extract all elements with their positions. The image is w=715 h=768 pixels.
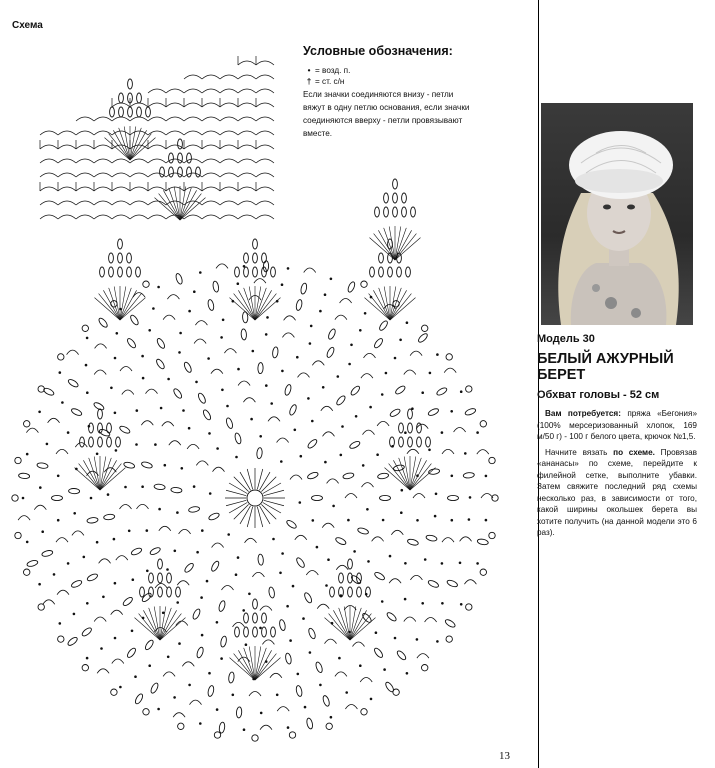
- legend-item-dc: [303, 76, 473, 87]
- materials-lead: Вам потребуется:: [545, 409, 621, 418]
- article-subtitle: Обхват головы - 52 см: [537, 389, 660, 401]
- legend-note: Если значки соединяются внизу - петли вяжут в одну петлю основания, если значки соединяются вверху - петли провязывают вместе.: [303, 90, 470, 138]
- model-number: Модель 30: [537, 333, 595, 345]
- article-title: БЕЛЫЙ АЖУРНЫЙ БЕРЕТ: [537, 351, 674, 383]
- materials-text: пряжа «Бегония» (100% мерсеризованный хлопок, 169 м/50 г) - 100 г белого цвета, крючок №1,5.: [537, 409, 697, 441]
- instructions-paragraph: [537, 447, 697, 539]
- instructions-lead: Начните вязать: [545, 447, 614, 457]
- page-number: 13: [499, 750, 510, 762]
- girl-in-beret-illustration: [541, 103, 693, 325]
- double-crochet-symbol: †: [306, 77, 312, 86]
- legend-item-text: = ст. с/н: [315, 77, 345, 86]
- instructions-text: Провязав «ананасы» по схеме, перейдите к филейной сетке, выполните убавки. Затем свяжите последний ряд схемы несколько раз, в зависимости от того, какой ширины окольшек берета вы хотите получить (на данной модели это 6 раз).: [537, 447, 697, 537]
- model-photo: [541, 103, 693, 325]
- legend: [303, 44, 473, 140]
- article-column: [537, 333, 697, 543]
- chain-stitch-symbol: •: [307, 66, 311, 75]
- legend-item-text: = возд. п.: [315, 66, 351, 75]
- legend-title: Условные обозначения:: [303, 44, 453, 58]
- legend-item-chain: [303, 65, 473, 76]
- materials-paragraph: [537, 408, 697, 443]
- instructions-bold: по схеме.: [613, 447, 655, 457]
- schema-label: Схема: [12, 20, 43, 31]
